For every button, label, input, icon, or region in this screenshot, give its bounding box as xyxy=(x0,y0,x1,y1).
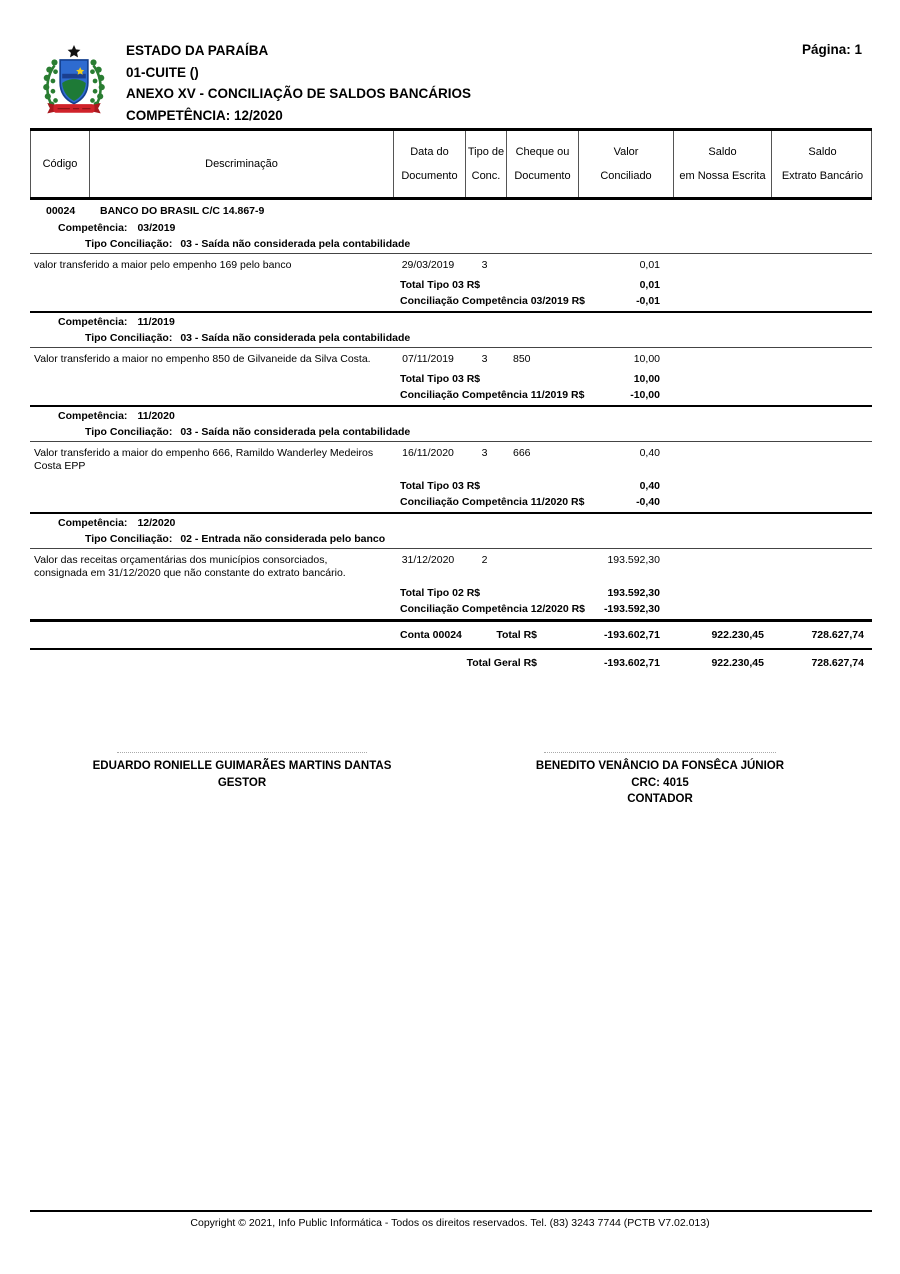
account-code: 00024 xyxy=(46,205,76,217)
conciliacao-competencia-row xyxy=(30,294,872,311)
tipo-conciliacao-label: Tipo Conciliação: xyxy=(85,426,173,438)
tipo-conciliacao-label: Tipo Conciliação: xyxy=(85,238,173,250)
signer-role: CONTADOR xyxy=(627,793,693,805)
entry-description: Valor das receitas orçamentárias dos municípios consorciados, consignada em 31/12/2020 que não constante do extrato bancário. xyxy=(34,554,346,579)
col-header-saldo-escrita: Saldo em Nossa Escrita xyxy=(673,131,771,197)
total-label: Total R$ xyxy=(496,628,537,641)
total-tipo-label: Total Tipo 03 R$ xyxy=(400,279,481,291)
tipo-conciliacao-label: Tipo Conciliação: xyxy=(85,332,173,344)
total-tipo-label: Total Tipo 02 R$ xyxy=(400,587,481,599)
page-footer xyxy=(0,1210,900,1229)
entry-data-documento: 29/03/2019 xyxy=(401,259,455,271)
conta-total-saldo-escrita: 922.230,45 xyxy=(711,628,764,641)
total-tipo-valor: 10,00 xyxy=(633,373,660,385)
col-header-data-documento: Data do Documento xyxy=(393,131,465,197)
report-competencia: COMPETÊNCIA: 12/2020 xyxy=(126,107,283,123)
table-row xyxy=(30,254,872,277)
competencia-label: Competência: xyxy=(58,316,128,328)
account-row xyxy=(30,200,872,219)
tipo-conciliacao-row xyxy=(30,236,872,253)
conciliacao-label: Conciliação Competência 11/2019 R$ xyxy=(400,389,585,401)
entry-description: valor transferido a maior pelo empenho 169 pelo banco xyxy=(34,259,292,271)
table-header-row xyxy=(30,131,872,197)
entry-tipo-conc: 2 xyxy=(481,554,488,566)
competencia-label: Competência: xyxy=(58,222,128,234)
total-geral-label: Total Geral R$ xyxy=(466,656,537,669)
col-header-valor-conciliado: Valor Conciliado xyxy=(578,131,673,197)
tipo-conciliacao-row xyxy=(30,531,872,548)
total-tipo-valor: 193.592,30 xyxy=(607,587,660,599)
competencia-value: 11/2020 xyxy=(137,410,175,422)
conciliacao-competencia-row xyxy=(30,388,872,405)
entry-valor-conciliado: 193.592,30 xyxy=(607,554,660,566)
col-header-descriminacao: Descriminação xyxy=(89,131,393,197)
conciliacao-valor: -0,01 xyxy=(636,295,660,307)
total-tipo-row xyxy=(30,277,872,294)
competencia-row xyxy=(30,313,872,330)
signature-block-gestor xyxy=(52,752,432,791)
competencia-label: Competência: xyxy=(58,517,128,529)
total-geral-valor-conciliado: -193.602,71 xyxy=(603,656,660,669)
competencia-row xyxy=(30,407,872,424)
entry-cheque-documento: 666 xyxy=(513,447,531,459)
conciliacao-valor: -193.592,30 xyxy=(603,603,660,615)
entry-cheque-documento xyxy=(505,259,577,272)
entry-valor-conciliado: 0,40 xyxy=(639,447,660,459)
total-geral-saldo-escrita: 922.230,45 xyxy=(711,656,764,669)
tipo-conciliacao-value: 03 - Saída não considerada pela contabilidade xyxy=(180,238,411,250)
reconciliation-table xyxy=(30,128,872,676)
total-tipo-row xyxy=(30,478,872,495)
tipo-conciliacao-value: 03 - Saída não considerada pela contabilidade xyxy=(180,332,411,344)
entry-data-documento: 07/11/2019 xyxy=(402,353,454,365)
total-tipo-valor: 0,01 xyxy=(639,279,660,291)
tipo-conciliacao-row xyxy=(30,424,872,441)
conciliacao-competencia-row xyxy=(30,495,872,512)
signer-name: BENEDITO VENÂNCIO DA FONSÊCA JÚNIOR xyxy=(535,760,785,772)
entry-cheque-documento xyxy=(505,554,577,580)
conta-total-row xyxy=(30,622,872,648)
conta-label: Conta 00024 xyxy=(400,628,462,641)
tipo-conciliacao-row xyxy=(30,330,872,347)
competencia-value: 11/2019 xyxy=(137,316,175,328)
total-geral-saldo-extrato: 728.627,74 xyxy=(811,656,864,669)
competencia-row xyxy=(30,514,872,531)
entry-description: Valor transferido a maior do empenho 666, Ramildo Wanderley Medeiros Costa EPP xyxy=(34,447,374,472)
report-header xyxy=(126,40,471,126)
signer-name: EDUARDO RONIELLE GUIMARÃES MARTINS DANTAS xyxy=(92,760,392,772)
paraiba-coat-of-arms-logo xyxy=(38,44,110,120)
entry-description: Valor transferido a maior no empenho 850 de Gilvaneide da Silva Costa. xyxy=(34,353,371,365)
org-name: ESTADO DA PARAÍBA xyxy=(126,43,269,58)
copyright-text: Copyright © 2021, Info Public Informática - Todos os direitos reservados. Tel. (83) 3243 7744 (PCTB V7.02.013) xyxy=(190,1217,710,1229)
entry-valor-conciliado: 10,00 xyxy=(633,353,660,365)
table-row xyxy=(30,348,872,371)
competencia-row xyxy=(30,219,872,236)
competencia-value: 12/2020 xyxy=(137,517,176,529)
entry-data-documento: 16/11/2020 xyxy=(402,447,454,459)
signer-crc: CRC: 4015 xyxy=(631,776,689,789)
table-row xyxy=(30,549,872,585)
competencia-value: 03/2019 xyxy=(137,222,176,234)
conta-total-valor-conciliado: -193.602,71 xyxy=(603,628,660,641)
conciliacao-label: Conciliação Competência 03/2019 R$ xyxy=(400,295,585,307)
conciliacao-valor: -0,40 xyxy=(636,496,660,508)
tipo-conciliacao-label: Tipo Conciliação: xyxy=(85,533,173,545)
signer-role: GESTOR xyxy=(217,776,267,789)
conta-number: 00024 xyxy=(432,628,462,641)
page-number: Página: 1 xyxy=(801,42,862,57)
competencia-label: Competência: xyxy=(58,410,128,422)
entry-tipo-conc: 3 xyxy=(481,353,488,365)
total-geral-row xyxy=(30,650,872,676)
entry-tipo-conc: 3 xyxy=(481,447,488,459)
conciliacao-competencia-row xyxy=(30,602,872,619)
total-tipo-row xyxy=(30,371,872,388)
report-title: ANEXO XV - CONCILIAÇÃO DE SALDOS BANCÁRIOS xyxy=(126,86,472,101)
table-row xyxy=(30,442,872,478)
total-tipo-valor: 0,40 xyxy=(639,480,660,492)
conciliacao-label: Conciliação Competência 12/2020 R$ xyxy=(400,603,585,615)
conciliacao-label: Conciliação Competência 11/2020 R$ xyxy=(400,496,585,508)
account-name: BANCO DO BRASIL C/C 14.867-9 xyxy=(100,205,265,217)
col-header-saldo-extrato: Saldo Extrato Bancário xyxy=(771,131,873,197)
total-tipo-label: Total Tipo 03 R$ xyxy=(400,480,481,492)
col-header-tipo-conc: Tipo de Conc. xyxy=(465,131,506,197)
divider xyxy=(30,1210,872,1212)
col-header-cheque-documento: Cheque ou Documento xyxy=(506,131,578,197)
conta-total-saldo-extrato: 728.627,74 xyxy=(811,628,864,641)
total-tipo-label: Total Tipo 03 R$ xyxy=(400,373,481,385)
col-header-codigo: Código xyxy=(42,157,78,170)
signature-line xyxy=(544,752,776,753)
entity-name: 01-CUITE () xyxy=(126,64,199,80)
entry-data-documento: 31/12/2020 xyxy=(401,554,455,566)
tipo-conciliacao-value: 02 - Entrada não considerada pelo banco xyxy=(180,533,386,545)
conciliacao-valor: -10,00 xyxy=(630,389,660,401)
entry-valor-conciliado: 0,01 xyxy=(639,259,660,271)
tipo-conciliacao-value: 03 - Saída não considerada pela contabilidade xyxy=(180,426,411,438)
entry-tipo-conc: 3 xyxy=(481,259,488,271)
signature-block-contador xyxy=(470,752,850,808)
total-tipo-row xyxy=(30,585,872,602)
entry-cheque-documento: 850 xyxy=(513,353,531,365)
signature-line xyxy=(117,752,367,753)
